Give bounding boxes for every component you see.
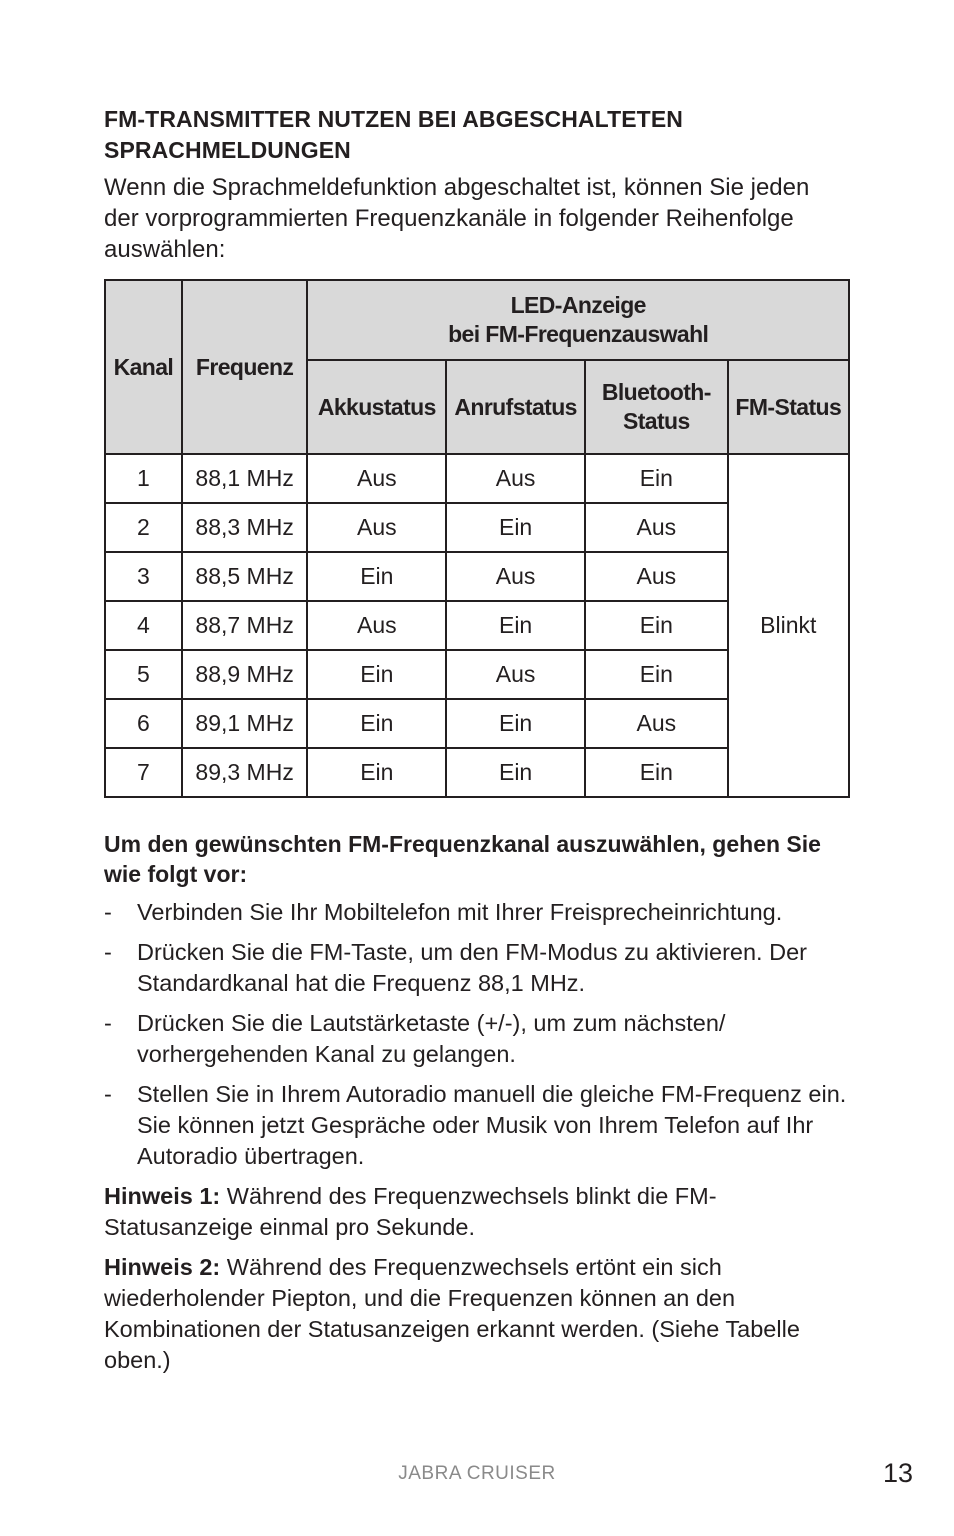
list-item (104, 1079, 850, 1172)
header-bluetooth-status (585, 360, 728, 454)
page-number: 13 (882, 1458, 913, 1488)
list-dash: - (104, 1081, 112, 1107)
cell-bluetooth-status: Ein (585, 748, 728, 797)
cell-frequenz: 88,5 MHz (182, 552, 308, 601)
cell-akkustatus: Ein (307, 650, 446, 699)
cell-akkustatus: Ein (307, 552, 446, 601)
cell-anrufstatus: Ein (446, 503, 585, 552)
cell-anrufstatus: Aus (446, 454, 585, 503)
instructions-lead: Um den gewünschten FM-Frequenzkanal auszuwählen, gehen Sie wie folgt vor: (104, 831, 821, 887)
cell-akkustatus: Aus (307, 454, 446, 503)
note-1-text: Während des Frequenzwechsels blinkt die FM-Statusanzeige einmal pro Sekunde. (104, 1183, 717, 1240)
header-bluetooth-line2: Status (622, 408, 690, 434)
cell-frequenz: 89,3 MHz (182, 748, 308, 797)
list-item-text: Verbinden Sie Ihr Mobiltelefon mit Ihrer Freisprecheinrichtung. (137, 899, 783, 925)
cell-kanal: 4 (105, 601, 182, 650)
list-item-text: Drücken Sie die FM-Taste, um den FM-Modus zu aktivieren. Der Standardkanal hat die Frequenz 88,1 MHz. (137, 939, 807, 996)
instructions-list (104, 897, 850, 1172)
cell-bluetooth-status: Aus (585, 503, 728, 552)
header-kanal: Kanal (105, 280, 182, 454)
list-item (104, 937, 850, 999)
header-fm-status: FM-Status (728, 360, 849, 454)
cell-kanal: 7 (105, 748, 182, 797)
cell-kanal: 6 (105, 699, 182, 748)
cell-bluetooth-status: Ein (585, 601, 728, 650)
cell-frequenz: 89,1 MHz (182, 699, 308, 748)
list-item-text: Stellen Sie in Ihrem Autoradio manuell die gleiche FM-Frequenz ein. Sie können jetzt Gespräche oder Musik von Ihrem Telefon auf Ihr Autoradio übertragen. (137, 1081, 847, 1169)
cell-frequenz: 88,1 MHz (182, 454, 308, 503)
cell-akkustatus: Ein (307, 748, 446, 797)
cell-kanal: 3 (105, 552, 182, 601)
cell-anrufstatus: Ein (446, 748, 585, 797)
cell-akkustatus: Aus (307, 601, 446, 650)
instructions (104, 829, 850, 1385)
table-row (105, 454, 849, 503)
cell-anrufstatus: Ein (446, 699, 585, 748)
cell-fm-status: Blinkt (728, 454, 849, 797)
table-body (105, 454, 849, 797)
frequency-table (104, 279, 850, 798)
cell-frequenz: 88,9 MHz (182, 650, 308, 699)
list-dash: - (104, 939, 112, 965)
cell-kanal: 1 (105, 454, 182, 503)
cell-bluetooth-status: Aus (585, 699, 728, 748)
section-heading: FM-TRANSMITTER NUTZEN BEI ABGESCHALTETEN SPRACHMELDUNGEN (104, 106, 683, 163)
cell-anrufstatus: Aus (446, 650, 585, 699)
cell-anrufstatus: Ein (446, 601, 585, 650)
cell-bluetooth-status: Aus (585, 552, 728, 601)
header-anrufstatus: Anrufstatus (446, 360, 585, 454)
cell-frequenz: 88,3 MHz (182, 503, 308, 552)
header-led-group (307, 280, 849, 360)
cell-anrufstatus: Aus (446, 552, 585, 601)
list-item (104, 897, 850, 928)
list-dash: - (104, 1010, 112, 1036)
header-akkustatus: Akkustatus (307, 360, 446, 454)
list-dash: - (104, 899, 112, 925)
note-2-text: Während des Frequenzwechsels ertönt ein sich wiederholender Piepton, und die Frequenzen können an den Kombinationen der Statusanzeigen erkannt werden. (Siehe Tabelle oben.) (104, 1254, 800, 1373)
list-item (104, 1008, 850, 1070)
cell-akkustatus: Ein (307, 699, 446, 748)
footer-brand: JABRA CRUISER (398, 1463, 556, 1484)
note-1 (104, 1181, 850, 1243)
header-frequenz: Frequenz (182, 280, 308, 454)
section (104, 104, 850, 265)
cell-bluetooth-status: Ein (585, 650, 728, 699)
note-2 (104, 1252, 850, 1376)
header-bluetooth-line1: Bluetooth- (601, 379, 711, 405)
cell-bluetooth-status: Ein (585, 454, 728, 503)
cell-akkustatus: Aus (307, 503, 446, 552)
cell-kanal: 2 (105, 503, 182, 552)
list-item-text: Drücken Sie die Lautstärketaste (+/-), um zum nächsten/ vorhergehenden Kanal zu gelangen. (137, 1010, 726, 1067)
cell-kanal: 5 (105, 650, 182, 699)
header-led-line1: LED-Anzeige (510, 292, 646, 318)
cell-frequenz: 88,7 MHz (182, 601, 308, 650)
section-intro: Wenn die Sprachmeldefunktion abgeschaltet ist, können Sie jeden der vorprogrammierten Frequenzkanäle in folgender Reihenfolge auswählen: (104, 174, 810, 263)
note-1-label: Hinweis 1: (104, 1183, 221, 1209)
header-led-line2: bei FM-Frequenzauswahl (448, 321, 709, 347)
note-2-label: Hinweis 2: (104, 1254, 221, 1280)
